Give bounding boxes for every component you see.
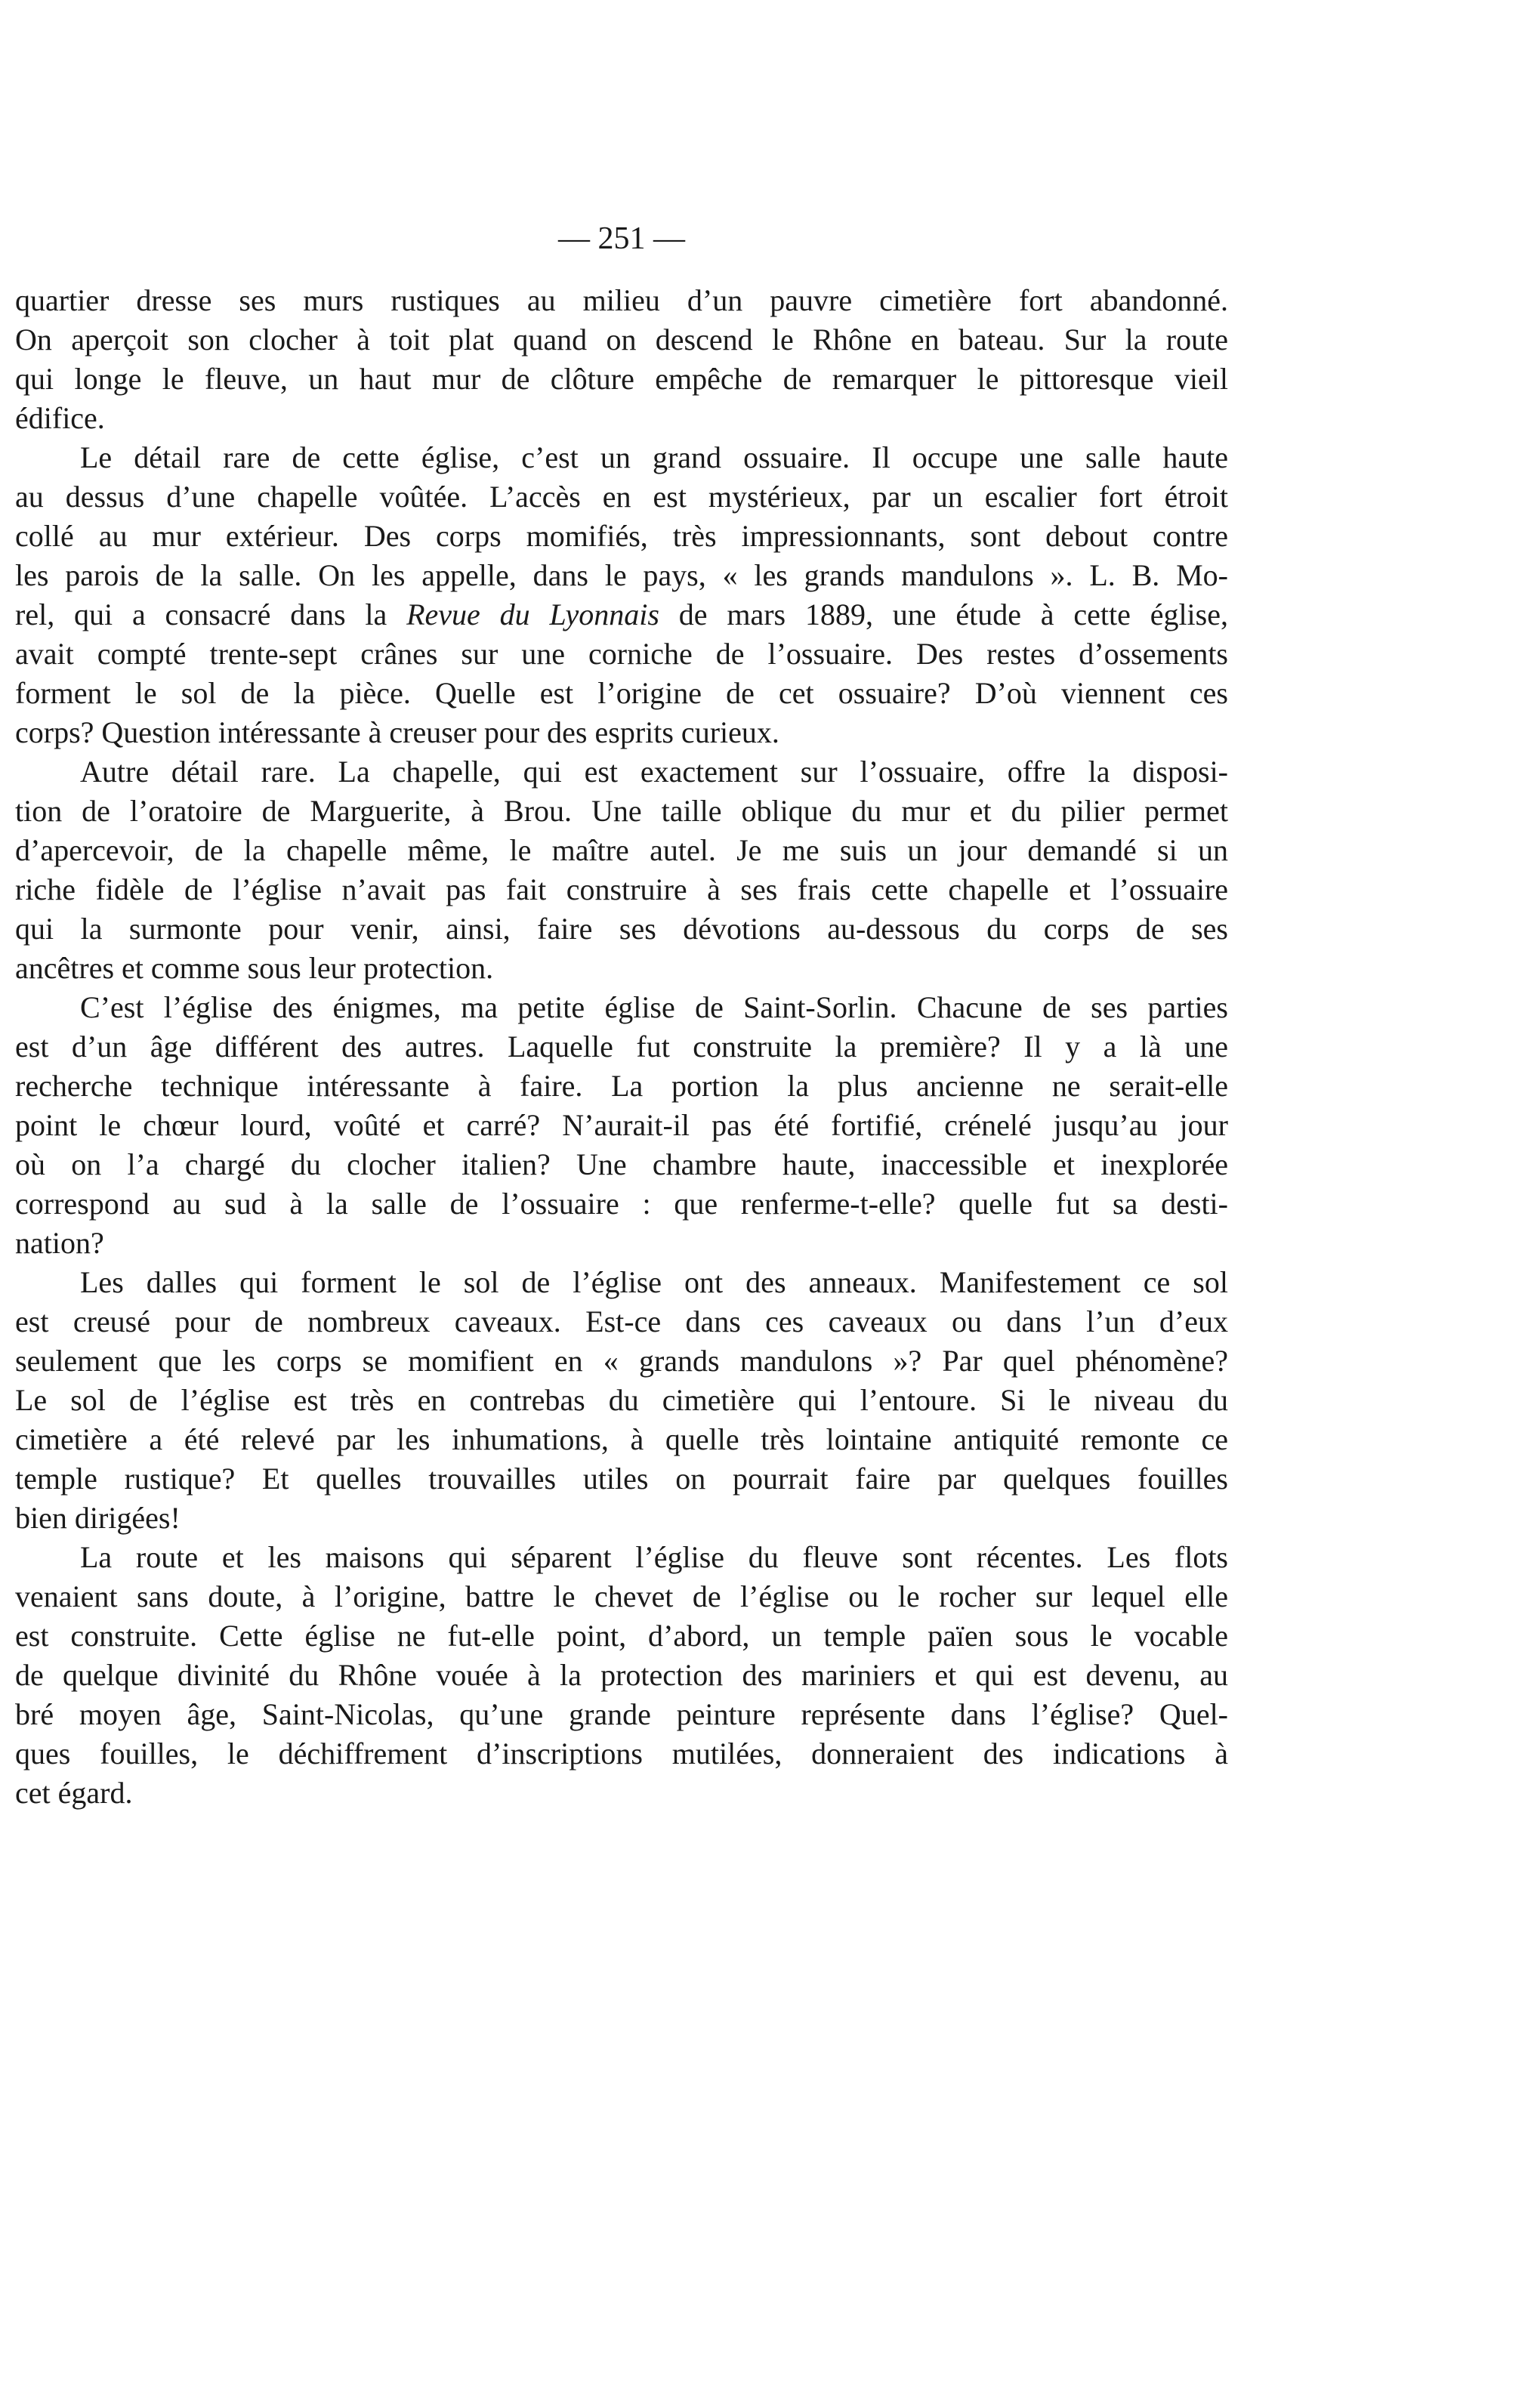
paragraph (15, 988, 1228, 1263)
text-line (15, 595, 1228, 634)
text-line: qui longe le fleuve, un haut mur de clôture empêche de remarquer le pittoresque vieil (15, 362, 1228, 396)
paragraph (15, 752, 1228, 988)
text-line: recherche technique intéressante à faire. La portion la plus ancienne ne serait-elle (15, 1069, 1228, 1103)
text-line: nation? (15, 1226, 104, 1260)
text-line: tion de l’oratoire de Marguerite, à Brou. Une taille oblique du mur et du pilier permet (15, 794, 1228, 828)
text-line: On aperçoit son clocher à toit plat quand on descend le Rhône en bateau. Sur la route (15, 323, 1228, 357)
text-line: est creusé pour de nombreux caveaux. Est-ce dans ces caveaux ou dans l’un d’eux (15, 1304, 1228, 1338)
text-line: ancêtres et comme sous leur protection. (15, 951, 494, 985)
text-segment: rel, qui a consacré dans la (15, 597, 407, 631)
paragraph (15, 1263, 1228, 1538)
text-line: d’apercevoir, de la chapelle même, le maître autel. Je me suis un jour demandé si un (15, 833, 1228, 867)
text-line: où on l’a chargé du clocher italien? Une chambre haute, inaccessible et inexplorée (15, 1147, 1228, 1181)
text-line: de quelque divinité du Rhône vouée à la protection des mariniers et qui est devenu, au (15, 1658, 1228, 1692)
text-line: Le détail rare de cette église, c’est un grand ossuaire. Il occupe une salle haute (80, 440, 1228, 474)
text-line: temple rustique? Et quelles trouvailles utiles on pourrait faire par quelques fouilles (15, 1462, 1228, 1496)
text-line: collé au mur extérieur. Des corps momifiés, très impressionnants, sont debout contre (15, 519, 1228, 553)
text-line: C’est l’église des énigmes, ma petite église de Saint-Sorlin. Chacune de ses parties (80, 990, 1228, 1024)
text-line: corps? Question intéressante à creuser pour des esprits curieux. (15, 715, 779, 749)
text-line: bien dirigées! (15, 1501, 181, 1535)
text-line: Le sol de l’église est très en contrebas du cimetière qui l’entoure. Si le niveau du (15, 1383, 1228, 1417)
text-line: est d’un âge différent des autres. Laquelle fut construite la première? Il y a là une (15, 1030, 1228, 1064)
text-line: cet égard. (15, 1776, 133, 1810)
text-line: venaient sans doute, à l’origine, battre le chevet de l’église ou le rocher sur lequel elle (15, 1579, 1228, 1613)
text-line: seulement que les corps se momifient en « grands mandulons »? Par quel phénomène? (15, 1344, 1228, 1378)
text-line: Autre détail rare. La chapelle, qui est exactement sur l’ossuaire, offre la disposi- (80, 755, 1228, 789)
paragraph (15, 281, 1228, 438)
text-line: quartier dresse ses murs rustiques au milieu d’un pauvre cimetière fort abandonné. (15, 283, 1228, 317)
text-line: point le chœur lourd, voûté et carré? N’aurait-il pas été fortifié, crénelé jusqu’au jour (15, 1108, 1228, 1142)
text-line: édifice. (15, 401, 105, 435)
text-line: bré moyen âge, Saint-Nicolas, qu’une grande peinture représente dans l’église? Quel- (15, 1697, 1228, 1731)
text-line: qui la surmonte pour venir, ainsi, faire ses dévotions au-dessous du corps de ses (15, 912, 1228, 946)
text-line: cimetière a été relevé par les inhumations, à quelle très lointaine antiquité remonte ce (15, 1422, 1228, 1456)
text-line: riche fidèle de l’église n’avait pas fait construire à ses frais cette chapelle et l’ossuaire (15, 872, 1228, 906)
paragraph (15, 1538, 1228, 1813)
italic-title: Revue du Lyonnais (406, 597, 659, 631)
text-line: ques fouilles, le déchiffrement d’inscriptions mutilées, donneraient des indications à (15, 1737, 1228, 1770)
text-line: les parois de la salle. On les appelle, dans le pays, « les grands mandulons ». L. B. Mo- (15, 558, 1228, 592)
text-line: Les dalles qui forment le sol de l’église ont des anneaux. Manifestement ce sol (80, 1265, 1228, 1299)
body-text (15, 281, 1228, 1813)
text-line: La route et les maisons qui séparent l’église du fleuve sont récentes. Les flots (80, 1540, 1228, 1574)
page-number: — 251 — (558, 221, 685, 256)
text-line: correspond au sud à la salle de l’ossuaire : que renferme-t-elle? quelle fut sa desti- (15, 1187, 1228, 1221)
text-line: est construite. Cette église ne fut-elle point, d’abord, un temple païen sous le vocable (15, 1619, 1228, 1653)
text-line: forment le sol de la pièce. Quelle est l’origine de cet ossuaire? D’où viennent ces (15, 676, 1228, 710)
paragraph (15, 438, 1228, 752)
text-line: avait compté trente-sept crânes sur une corniche de l’ossuaire. Des restes d’ossements (15, 637, 1228, 671)
text-line: au dessus d’une chapelle voûtée. L’accès en est mystérieux, par un escalier fort étroit (15, 480, 1228, 514)
text-segment: de mars 1889, une étude à cette église, (659, 597, 1228, 631)
